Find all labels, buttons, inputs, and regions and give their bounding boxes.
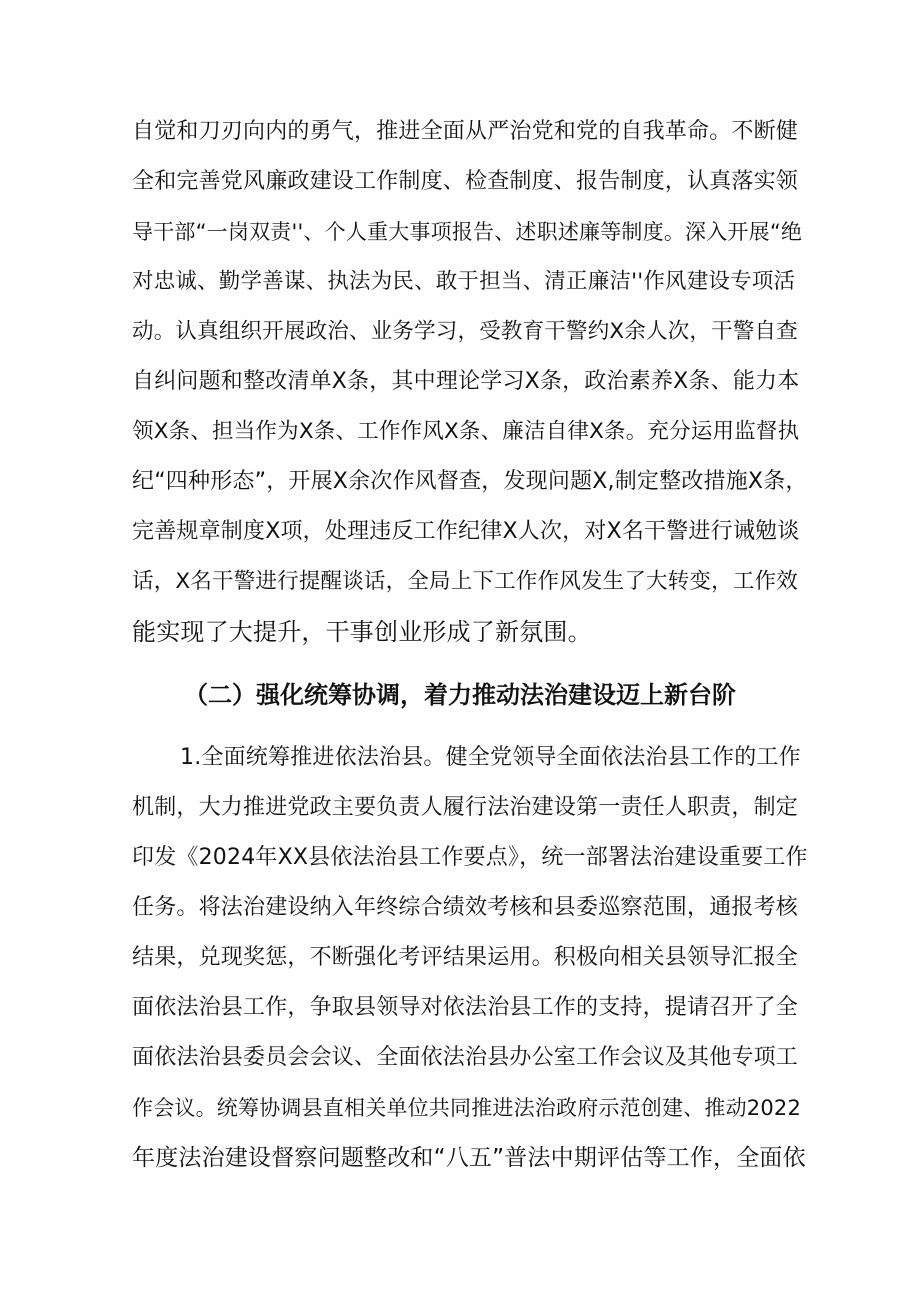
text-line: 1.全面统筹推进依法治县。健全党领导全面依法治县工作的工作 xyxy=(180,745,801,770)
text-line: 纪“四种形态”，开展X余次作风督查，发现问题X,制定整改措施X条， xyxy=(132,469,808,494)
text-line: 印发《2024年XX县依法治县工作要点》，统一部署法治建设重要工作 xyxy=(132,845,808,870)
text-line: 任务。将法治建设纳入年终综合绩效考核和县委巡察范围，通报考核 xyxy=(132,895,799,920)
text-line: 面依法治县委员会会议、全面依法治县办公室工作会议及其他专项工 xyxy=(132,1045,799,1070)
text-line: 话，X名干警进行提醒谈话，全局上下工作作风发生了大转变，工作效 xyxy=(132,569,798,594)
text-line: 完善规章制度X项，处理违反工作纪律X人次，对X名干警进行诫勉谈 xyxy=(132,519,800,544)
text-line: 全和完善党风廉政建设工作制度、检查制度、报告制度，认真落实领 xyxy=(132,169,799,194)
text-line: 自觉和刀刃向内的勇气，推进全面从严治党和党的自我革命。不断健 xyxy=(132,119,799,144)
text-line: 对忠诚、勤学善谋、执法为民、敢于担当、清正廉洁''作风建设专项活 xyxy=(132,269,796,294)
text-line: 导干部“一岗双责''、个人重大事项报告、述职述廉等制度。深入开展“绝 xyxy=(132,220,803,244)
text-line: 面依法治县工作，争取县领导对依法治县工作的支持，提请召开了全 xyxy=(132,995,799,1020)
text-line: 机制，大力推进党政主要负责人履行法治建设第一责任人职责，制定 xyxy=(132,795,799,820)
text-line: 动。认真组织开展政治、业务学习，受教育干警约X余人次，干警自查 xyxy=(132,319,798,344)
section-heading: （二）强化统筹协调，着力推动法治建设迈上新台阶 xyxy=(184,681,736,709)
text-line: 结果，兑现奖惩，不断强化考评结果运用。积极向相关县领导汇报全 xyxy=(132,945,799,970)
text-line: 能实现了大提升，干事创业形成了新氛围。 xyxy=(132,618,592,646)
text-line: 年度法治建设督察问题整改和“八五”普法中期评估等工作，全面依 xyxy=(132,1145,806,1171)
text-line: 领X条、担当作为X条、工作作风X条、廉洁自律X条。充分运用监督执 xyxy=(132,419,800,444)
text-line: 作会议。统筹协调县直相关单位共同推进法治政府示范创建、推动2022 xyxy=(132,1096,802,1120)
text-line: 自纠问题和整改清单X条，其中理论学习X条，政治素养X条、能力本 xyxy=(132,369,800,394)
